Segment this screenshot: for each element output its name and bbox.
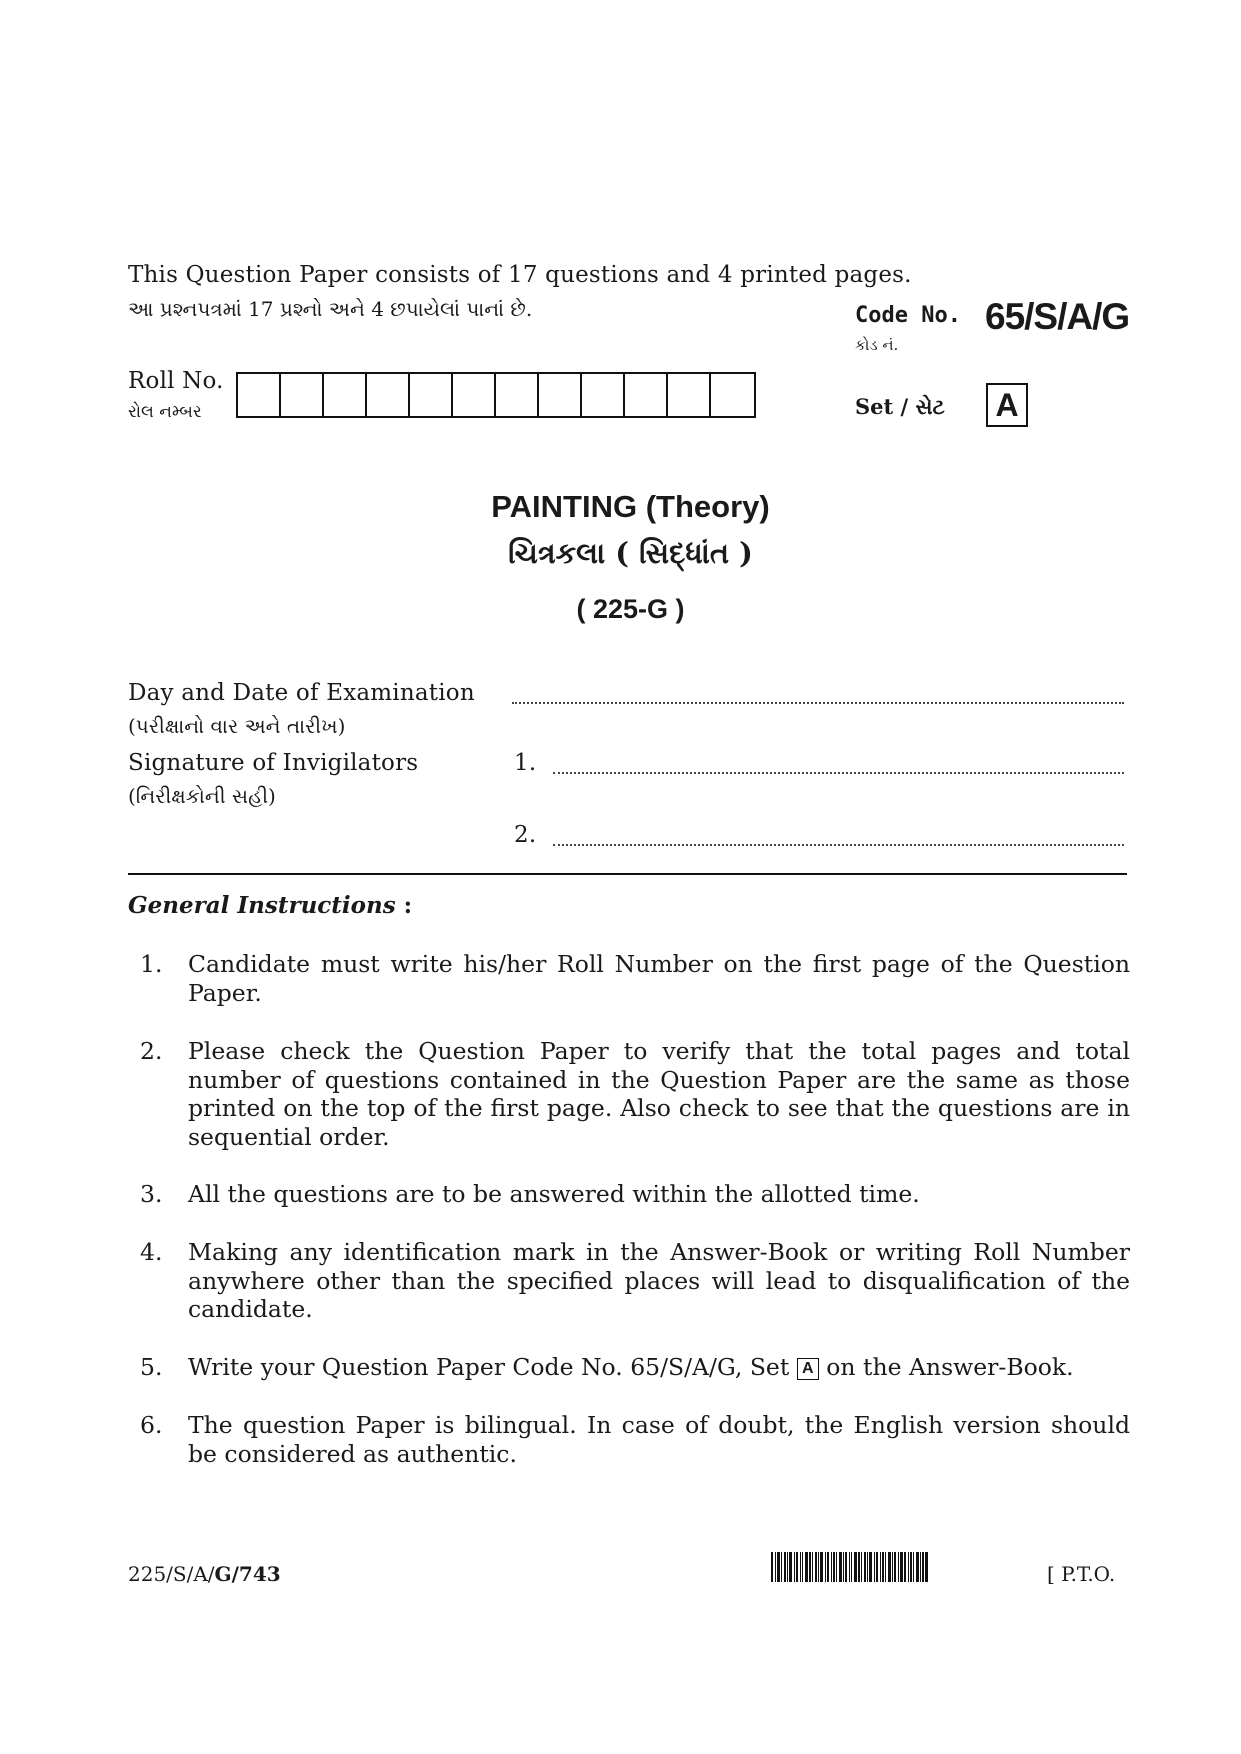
instruction-text: Candidate must write his/her Roll Number on the first page of the Question Paper. bbox=[188, 950, 1130, 1007]
set-inline-box: A bbox=[797, 1358, 819, 1380]
code-number: 65/S/A/G bbox=[985, 296, 1130, 337]
roll-digit-box[interactable] bbox=[410, 374, 453, 416]
instruction-number: 1. bbox=[140, 950, 163, 978]
set-box: A bbox=[986, 383, 1028, 427]
roll-label-gujarati: રોલ નમ્બર bbox=[128, 402, 202, 422]
paper-code-footer bbox=[128, 1562, 281, 1586]
roll-digit-box[interactable] bbox=[668, 374, 711, 416]
roll-label: Roll No. bbox=[128, 368, 224, 394]
pto-label: [ P.T.O. bbox=[1047, 1562, 1116, 1586]
invigilator-signature-label-gujarati: (નિરીક્ષકોની સહી) bbox=[128, 784, 276, 808]
roll-digit-box[interactable] bbox=[582, 374, 625, 416]
signature-1-number: 1. bbox=[514, 750, 537, 776]
subject-title-gujarati: ચિત્રકલા ( સિદ્ધાંત ) bbox=[508, 536, 753, 570]
exam-date-field[interactable] bbox=[512, 702, 1124, 704]
instruction-text bbox=[188, 1353, 1130, 1382]
pages-info-gujarati: આ પ્રશ્નપત્રમાં 17 પ્રશ્નો અને 4 છપાયેલાં પાનાં છે. bbox=[128, 297, 533, 321]
instruction-number: 4. bbox=[140, 1238, 163, 1266]
signature-2-number: 2. bbox=[514, 822, 537, 848]
roll-digit-box[interactable] bbox=[496, 374, 539, 416]
code-label: Code No. bbox=[855, 303, 961, 328]
barcode bbox=[771, 1552, 928, 1582]
instruction-text-after: on the Answer-Book. bbox=[826, 1353, 1074, 1381]
paper-code-bold: G/743 bbox=[214, 1562, 281, 1586]
instruction-item bbox=[140, 1411, 1130, 1468]
exam-date-label: Day and Date of Examination bbox=[128, 680, 475, 706]
instruction-item bbox=[140, 1180, 1130, 1209]
roll-digit-box[interactable] bbox=[453, 374, 496, 416]
subject-title: PAINTING (Theory) bbox=[491, 489, 770, 524]
roll-digit-box[interactable] bbox=[539, 374, 582, 416]
instruction-number: 5. bbox=[140, 1353, 163, 1381]
exam-date-label-gujarati: (પરીક્ષાનો વાર અને તારીખ) bbox=[128, 714, 346, 738]
roll-digit-box[interactable] bbox=[367, 374, 410, 416]
instructions-heading-text: General Instructions bbox=[128, 892, 396, 919]
signature-1-field[interactable] bbox=[553, 772, 1124, 774]
instruction-text: The question Paper is bilingual. In case of doubt, the English version should be considered as authentic. bbox=[188, 1411, 1130, 1468]
set-label: Set / સેટ bbox=[855, 394, 945, 419]
paper-code-plain: 225/S/A/ bbox=[128, 1562, 215, 1586]
subject-code: ( 225-G ) bbox=[576, 594, 685, 624]
instruction-text-before: Write your Question Paper Code No. 65/S/A/G, Set bbox=[188, 1353, 790, 1381]
instruction-number: 3. bbox=[140, 1180, 163, 1208]
instruction-item bbox=[140, 1238, 1130, 1324]
roll-digit-box[interactable] bbox=[324, 374, 367, 416]
roll-digit-box[interactable] bbox=[711, 374, 754, 416]
roll-digit-box[interactable] bbox=[238, 374, 281, 416]
signature-2-field[interactable] bbox=[553, 844, 1124, 846]
invigilator-signature-label: Signature of Invigilators bbox=[128, 750, 419, 776]
roll-digit-box[interactable] bbox=[625, 374, 668, 416]
roll-digit-box[interactable] bbox=[281, 374, 324, 416]
pages-info-english: This Question Paper consists of 17 questions and 4 printed pages. bbox=[128, 262, 912, 288]
section-divider bbox=[128, 873, 1127, 875]
instruction-text: Please check the Question Paper to verify that the total pages and total number of questions contained in the Question Paper are the same as those printed on the top of the first page. Also check to see that the questions are in sequential order. bbox=[188, 1037, 1130, 1151]
roll-number-boxes[interactable] bbox=[236, 372, 756, 418]
instructions-heading bbox=[128, 892, 412, 919]
instructions-heading-colon: : bbox=[395, 892, 413, 919]
instruction-text: All the questions are to be answered within the allotted time. bbox=[188, 1180, 920, 1208]
instruction-number: 6. bbox=[140, 1411, 163, 1439]
instruction-text: Making any identification mark in the Answer-Book or writing Roll Number anywhere other than the specified places will lead to disqualification of the candidate. bbox=[188, 1238, 1130, 1323]
code-label-gujarati: કોડ નં. bbox=[855, 336, 899, 354]
instruction-item bbox=[140, 1353, 1130, 1382]
instruction-number: 2. bbox=[140, 1037, 163, 1065]
instruction-item bbox=[140, 950, 1130, 1007]
instruction-item bbox=[140, 1037, 1130, 1151]
